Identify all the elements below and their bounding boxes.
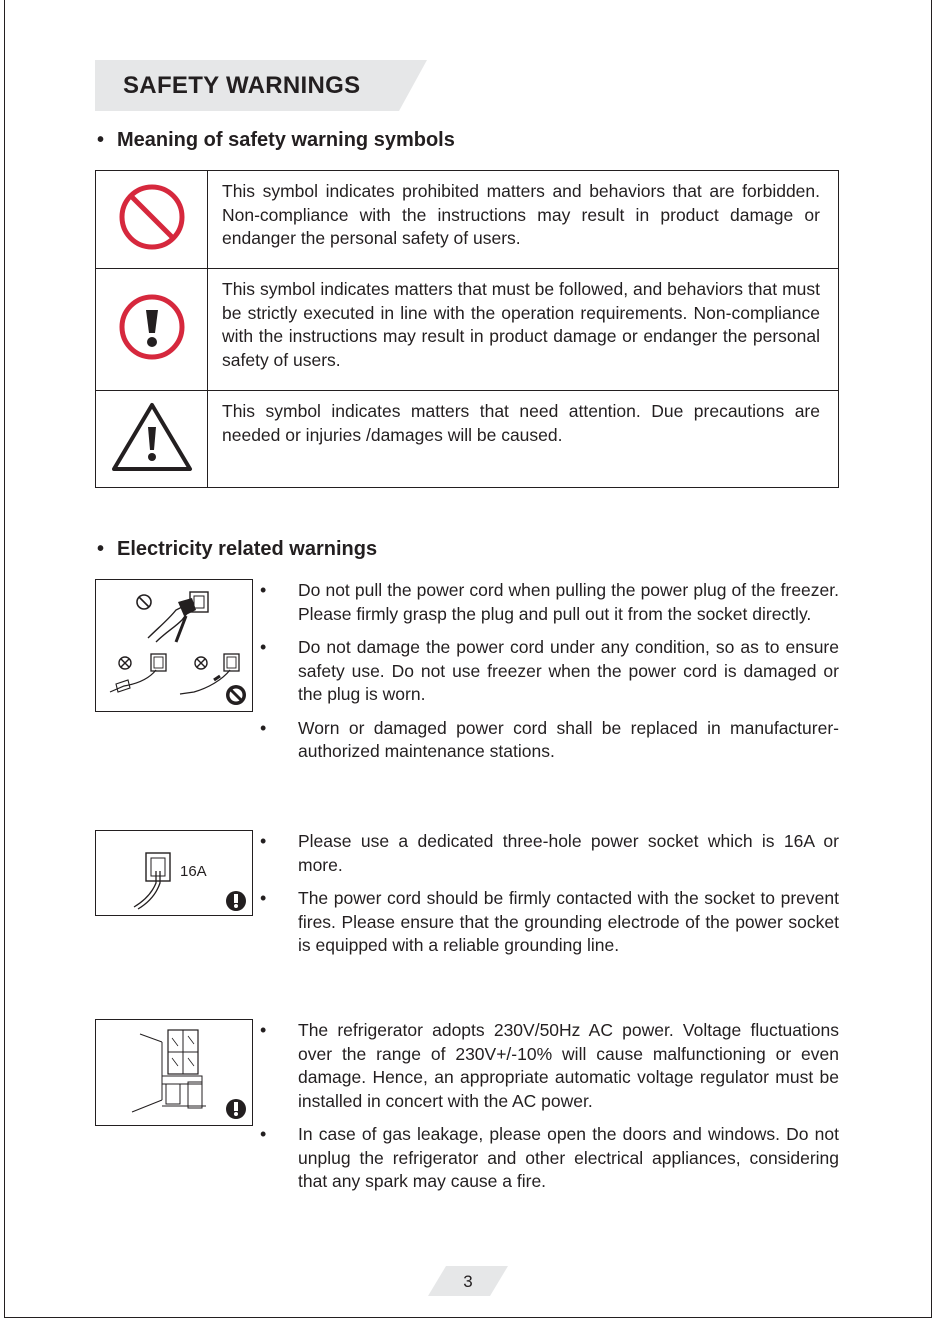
table-row — [96, 391, 839, 488]
small-prohibit-icon — [195, 657, 207, 669]
page-number-text: 3 — [463, 1272, 473, 1291]
power-plug-illustration — [95, 579, 253, 712]
symbol-description: This symbol indicates matters that must be followed, and behaviors that must be strictly executed in line with the operation requirements. Non-compliance with the instructions may result in product damage or endanger the personal safety of users. — [208, 269, 839, 391]
small-prohibit-icon — [137, 595, 151, 609]
page-number — [428, 1266, 508, 1296]
table-row — [96, 171, 839, 269]
page-title: SAFETY WARNINGS — [123, 72, 361, 99]
section-heading-text: Meaning of safety warning symbols — [117, 129, 455, 151]
warning-block-voltage — [95, 1019, 839, 1239]
mandatory-exclamation-icon — [117, 292, 187, 362]
kitchen-window-illustration — [95, 1019, 253, 1126]
table-row — [96, 269, 839, 391]
prohibit-badge-icon — [226, 685, 246, 705]
section-heading-electricity — [97, 538, 377, 561]
icon-cell — [96, 171, 208, 269]
prohibited-icon — [117, 182, 187, 252]
title-banner — [95, 60, 427, 111]
exclamation-badge-icon — [226, 1099, 246, 1119]
warning-block-socket — [95, 830, 839, 970]
bullet-list — [260, 1019, 839, 1204]
bullet-icon: • — [97, 129, 105, 151]
list-item: • The power cord should be firmly contacted with the socket to prevent fires. Please ensure that the grounding electrode of the power socket is equipped with a reliable grounding line. — [260, 887, 839, 958]
warning-block-power-cord — [95, 579, 839, 799]
icon-cell — [96, 391, 208, 488]
list-item: • The refrigerator adopts 230V/50Hz AC power. Voltage fluctuations over the range of 230V+/-10% will cause malfunctioning or even damage. Hence, an appropriate automatic voltage regulator must be installed in concert with the AC power. — [260, 1019, 839, 1113]
socket-illustration — [95, 830, 253, 916]
list-item: • In case of gas leakage, please open the doors and windows. Do not unplug the refrigerator and other electrical appliances, considering that any spark may cause a fire. — [260, 1123, 839, 1194]
bullet-icon: • — [97, 538, 105, 560]
list-item: • Do not damage the power cord under any condition, so as to ensure safety use. Do not use freezer when the power cord is damaged or the plug is worn. — [260, 636, 839, 707]
exclamation-badge-icon — [226, 891, 246, 911]
caution-triangle-icon — [109, 399, 195, 475]
symbol-table — [95, 170, 839, 488]
section-heading-symbols — [97, 129, 455, 152]
symbol-description: This symbol indicates matters that need attention. Due precautions are needed or injuries /damages will be caused. — [208, 391, 839, 488]
list-item: • Do not pull the power cord when pulling the power plug of the freezer. Please firmly grasp the plug and pull out it from the socket directly. — [260, 579, 839, 626]
bullet-list — [260, 830, 839, 968]
symbol-description: This symbol indicates prohibited matters and behaviors that are forbidden. Non-compliance with the instructions may result in product damage or endanger the personal safety of users. — [208, 171, 839, 269]
section-heading-text: Electricity related warnings — [117, 538, 378, 560]
bullet-list — [260, 579, 839, 774]
list-item: • Please use a dedicated three-hole power socket which is 16A or more. — [260, 830, 839, 877]
list-item: • Worn or damaged power cord shall be replaced in manufacturer-authorized maintenance stations. — [260, 717, 839, 764]
icon-cell — [96, 269, 208, 391]
socket-rating-label: 16A — [180, 863, 207, 880]
small-prohibit-icon — [119, 657, 131, 669]
